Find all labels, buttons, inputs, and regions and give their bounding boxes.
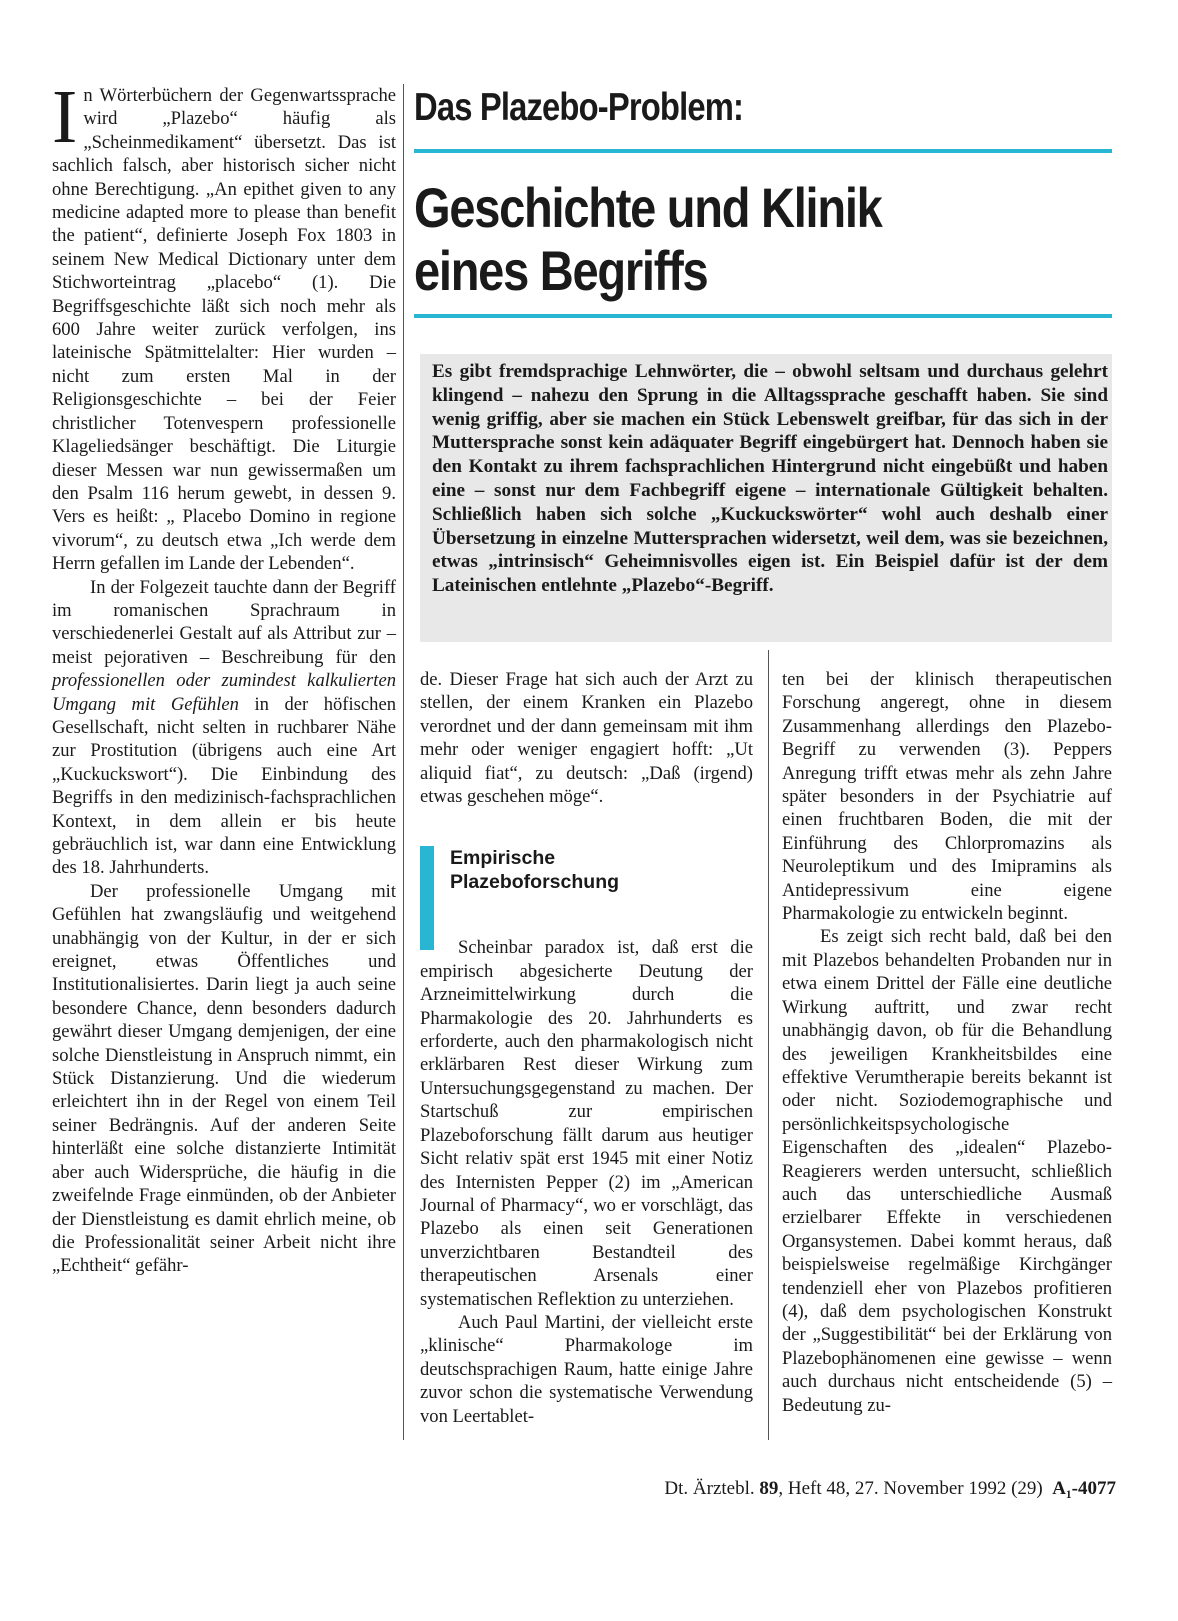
left-p2-before: In der Folgezeit tauchte dann der Begriff im romanischen Sprachraum in verschiedenerlei Gestalt auf als Attribut zur – meist pejorativen – Beschreibung für den: [52, 576, 396, 668]
left-column: [52, 75, 396, 1278]
section-heading-block: [420, 846, 753, 926]
right-paragraph-1: ten bei der klinisch therapeutischen Forschung angeregt, ohne in diesem Zusammenhang allerdings den Plazebo-Begriff zu verwenden (3). Peppers Anregung trifft etwas mehr als zehn Jahre später besonders in der Psychiatrie auf einen fruchtbaren Boden, die mit der Einführung des Chlorpromazins als Neuroleptikum und des Imipramins als Antidepressivum eine eigene Pharmakologie zu entwickeln beginnt.: [782, 669, 1112, 925]
column-divider-right: [768, 650, 769, 1440]
subtitle-line-1: Geschichte und Klinik: [414, 176, 882, 239]
article-title: Das Plazebo-Problem:: [414, 86, 744, 129]
middle-paragraph-2: Scheinbar paradox ist, daß erst die empirisch abgesicherte Deutung der Arzneimittelwirkung durch die Pharmakologie des 20. Jahrhunderts es erforderte, auch den pharmakologisch nicht erklärbaren Rest dieser Wirkung zum Untersuchungsgegenstand zu machen. Der Startschuß zur empirischen Plazeboforschung fällt darum aus heutiger Sicht relativ spät erst 1945 mit einer Notiz des Internisten Pepper (2) im „American Journal of Pharmacy“, wo er vorschlägt, das Plazebo als einen seit Generationen unverzichtbaren Bestandteil des therapeutischen Arsenals einer systematischen Reflektion zu unterziehen.: [420, 937, 753, 1310]
abstract-text: Es gibt fremdsprachige Lehnwörter, die – obwohl seltsam und durchaus gelehrt klingend – nahezu den Sprung in die Alltagssprache geschafft haben. Sie sind wenig griffig, aber sie machen ein Stück Lebenswelt greifbar, für das sich in der Muttersprache sonst kein adäquater Begriff eingebürgert hat. Dennoch haben sie den Kontakt zu ihrem fachsprachlichen Hintergrund nicht eingebüßt und haben eine – sonst nur dem Fachbegriff eigene – internationale Gültigkeit behalten. Schließlich haben sich solche „Kuckuckswörter“ wohl auch deshalb einer Übersetzung in einzelne Muttersprachen widersetzt, weil dem, was sie bezeichnen, etwas „intrinsisch“ Geheimnisvolles eigen ist. Ein Beispiel dafür ist der dem Lateinischen entlehnte „Plazebo“-Begriff.: [432, 361, 1108, 597]
middle-column: [420, 668, 753, 1428]
footer-issue-date: , Heft 48, 27. November 1992 (29): [778, 1478, 1043, 1499]
middle-paragraph-1: de. Dieser Frage hat sich auch der Arzt zu stellen, der einem Kranken ein Plazebo verordnet und der dann gemeinsam mit ihm mehr oder weniger engagiert hofft: „Ut aliquid fiat“, zu deutsch: „Daß (irgend) etwas geschehen möge“.: [420, 669, 753, 808]
title-rule-top: [414, 149, 1112, 153]
footer-journal: Dt. Ärztebl.: [664, 1478, 755, 1499]
footer-volume: 89: [759, 1478, 779, 1499]
left-p2-italic: professionellen oder zumindest kalkulierten Umgang mit Gefühlen: [52, 670, 396, 715]
right-paragraph-2: Es zeigt sich recht bald, daß bei den mit Plazebos behandelten Probanden nur in etwa einem Drittel der Fälle eine deutliche Wirkung auftritt, und zwar recht unabhängig davon, ob für die Behandlung des jeweiligen Krankheitsbildes eine effektive Verumtherapie bereits bekannt ist oder nicht. Soziodemographische und persönlichkeitspsychologische Eigenschaften des „idealen“ Plazebo-Reagierers werden untersucht, schließlich auch das unterschiedliche Ausmaß erzielbarer Effekte in verschiedenen Organsystemen. Dabei kommt heraus, daß beispielsweise regelmäßige Kirchgänger tendenziell eher von Plazebos profitieren (4), daß dem psychologischen Konstrukt der „Suggestibilität“ bei der Erklärung von Plazebophänomenen eine gewisse – wenn auch durchaus nicht entscheidende (5) – Bedeutung zu-: [782, 926, 1112, 1416]
left-paragraph-1: [52, 75, 396, 576]
right-column: [782, 668, 1112, 1417]
left-p1-text: n Wörterbüchern der Gegenwartssprache wird „Plazebo“ häufig als „Scheinmedikament“ übersetzt. Das ist sachlich falsch, aber historisch sicher nicht ohne Berechtigung. „An epithet given to any medicine adapted more to please than benefit the patient“, definierte Joseph Fox 1803 in seinem New Medical Dictionary unter dem Stichworteintrag „placebo“ (1). Die Begriffsgeschichte läßt sich noch mehr als 600 Jahre weiter zurück verfolgen, ins lateinische Spätmittelalter: Hier wurden – nicht zum ersten Mal in der Religionsgeschichte – bei der Feier christlicher Totenvespern professionelle Klageliedsänger beschäftigt. Die Liturgie dieser Messen war nun gewissermaßen um den Psalm 116 herum gewebt, in dessen 9. Vers es heißt: „ Placebo Domino in regione vivorum“, zu deutsch etwa „Ich werde dem Herrn gefallen im Lande der Lebenden“.: [52, 85, 396, 575]
drop-cap: I: [52, 75, 78, 159]
left-p2-after: in der höfischen Gesellschaft, nicht selten in ruchbarer Nähe zur Prostitution (übrigens auch eine Art „Kuckuckswort“). Die Einbindung des Begriffs in den medizinisch-fachsprachlichen Kontext, in dem allein er bis heute gebräuchlich ist, war dann eine Entwicklung des 18. Jahrhunderts.: [52, 693, 396, 879]
section-heading-line-2: Plazeboforschung: [450, 871, 620, 894]
title-rule-bottom: [414, 314, 1112, 318]
left-paragraph-3: Der professionelle Umgang mit Gefühlen hat zwangsläufig und weitgehend unabhängig von der Kultur, in der er sich ereignet, etwas Öffentliches und Institutionalisiertes. Darin liegt ja auch seine besondere Chance, denn besonders dadurch gewährt dieser Umgang demjenigen, der eine solche Dienstleistung in Anspruch nimmt, ein Stück Distanzierung. Und die wiederum erleichtert ihn in der Regel von einem Teil seiner Bedrängnis. Auf der anderen Seite hinterläßt eine solche distanzierte Intimität aber auch Widersprüche, die häufig in die zweifelnde Frage einmünden, ob der Anbieter der Dienstleistung es damit ehrlich meine, ob die Professionalität seiner Arbeit nicht ihre „Echtheit“ gefähr-: [52, 880, 396, 1277]
footer-page-number: A₁-4077: [1052, 1478, 1116, 1499]
left-paragraph-2: [52, 576, 396, 880]
section-heading-line-1: Empirische: [450, 847, 556, 870]
middle-paragraph-3: Auch Paul Martini, der vielleicht erste „klinische“ Pharmakologe im deutschsprachigen Raum, hatte einige Jahre zuvor schon die systematische Verwendung von Leertablet-: [420, 1311, 753, 1427]
section-heading: [450, 846, 740, 894]
article-subtitle: [414, 176, 882, 302]
column-divider-left: [403, 84, 404, 1440]
page-footer: [664, 1478, 1116, 1500]
section-accent-bar: [420, 846, 434, 950]
subtitle-line-2: eines Begriffs: [414, 239, 708, 302]
